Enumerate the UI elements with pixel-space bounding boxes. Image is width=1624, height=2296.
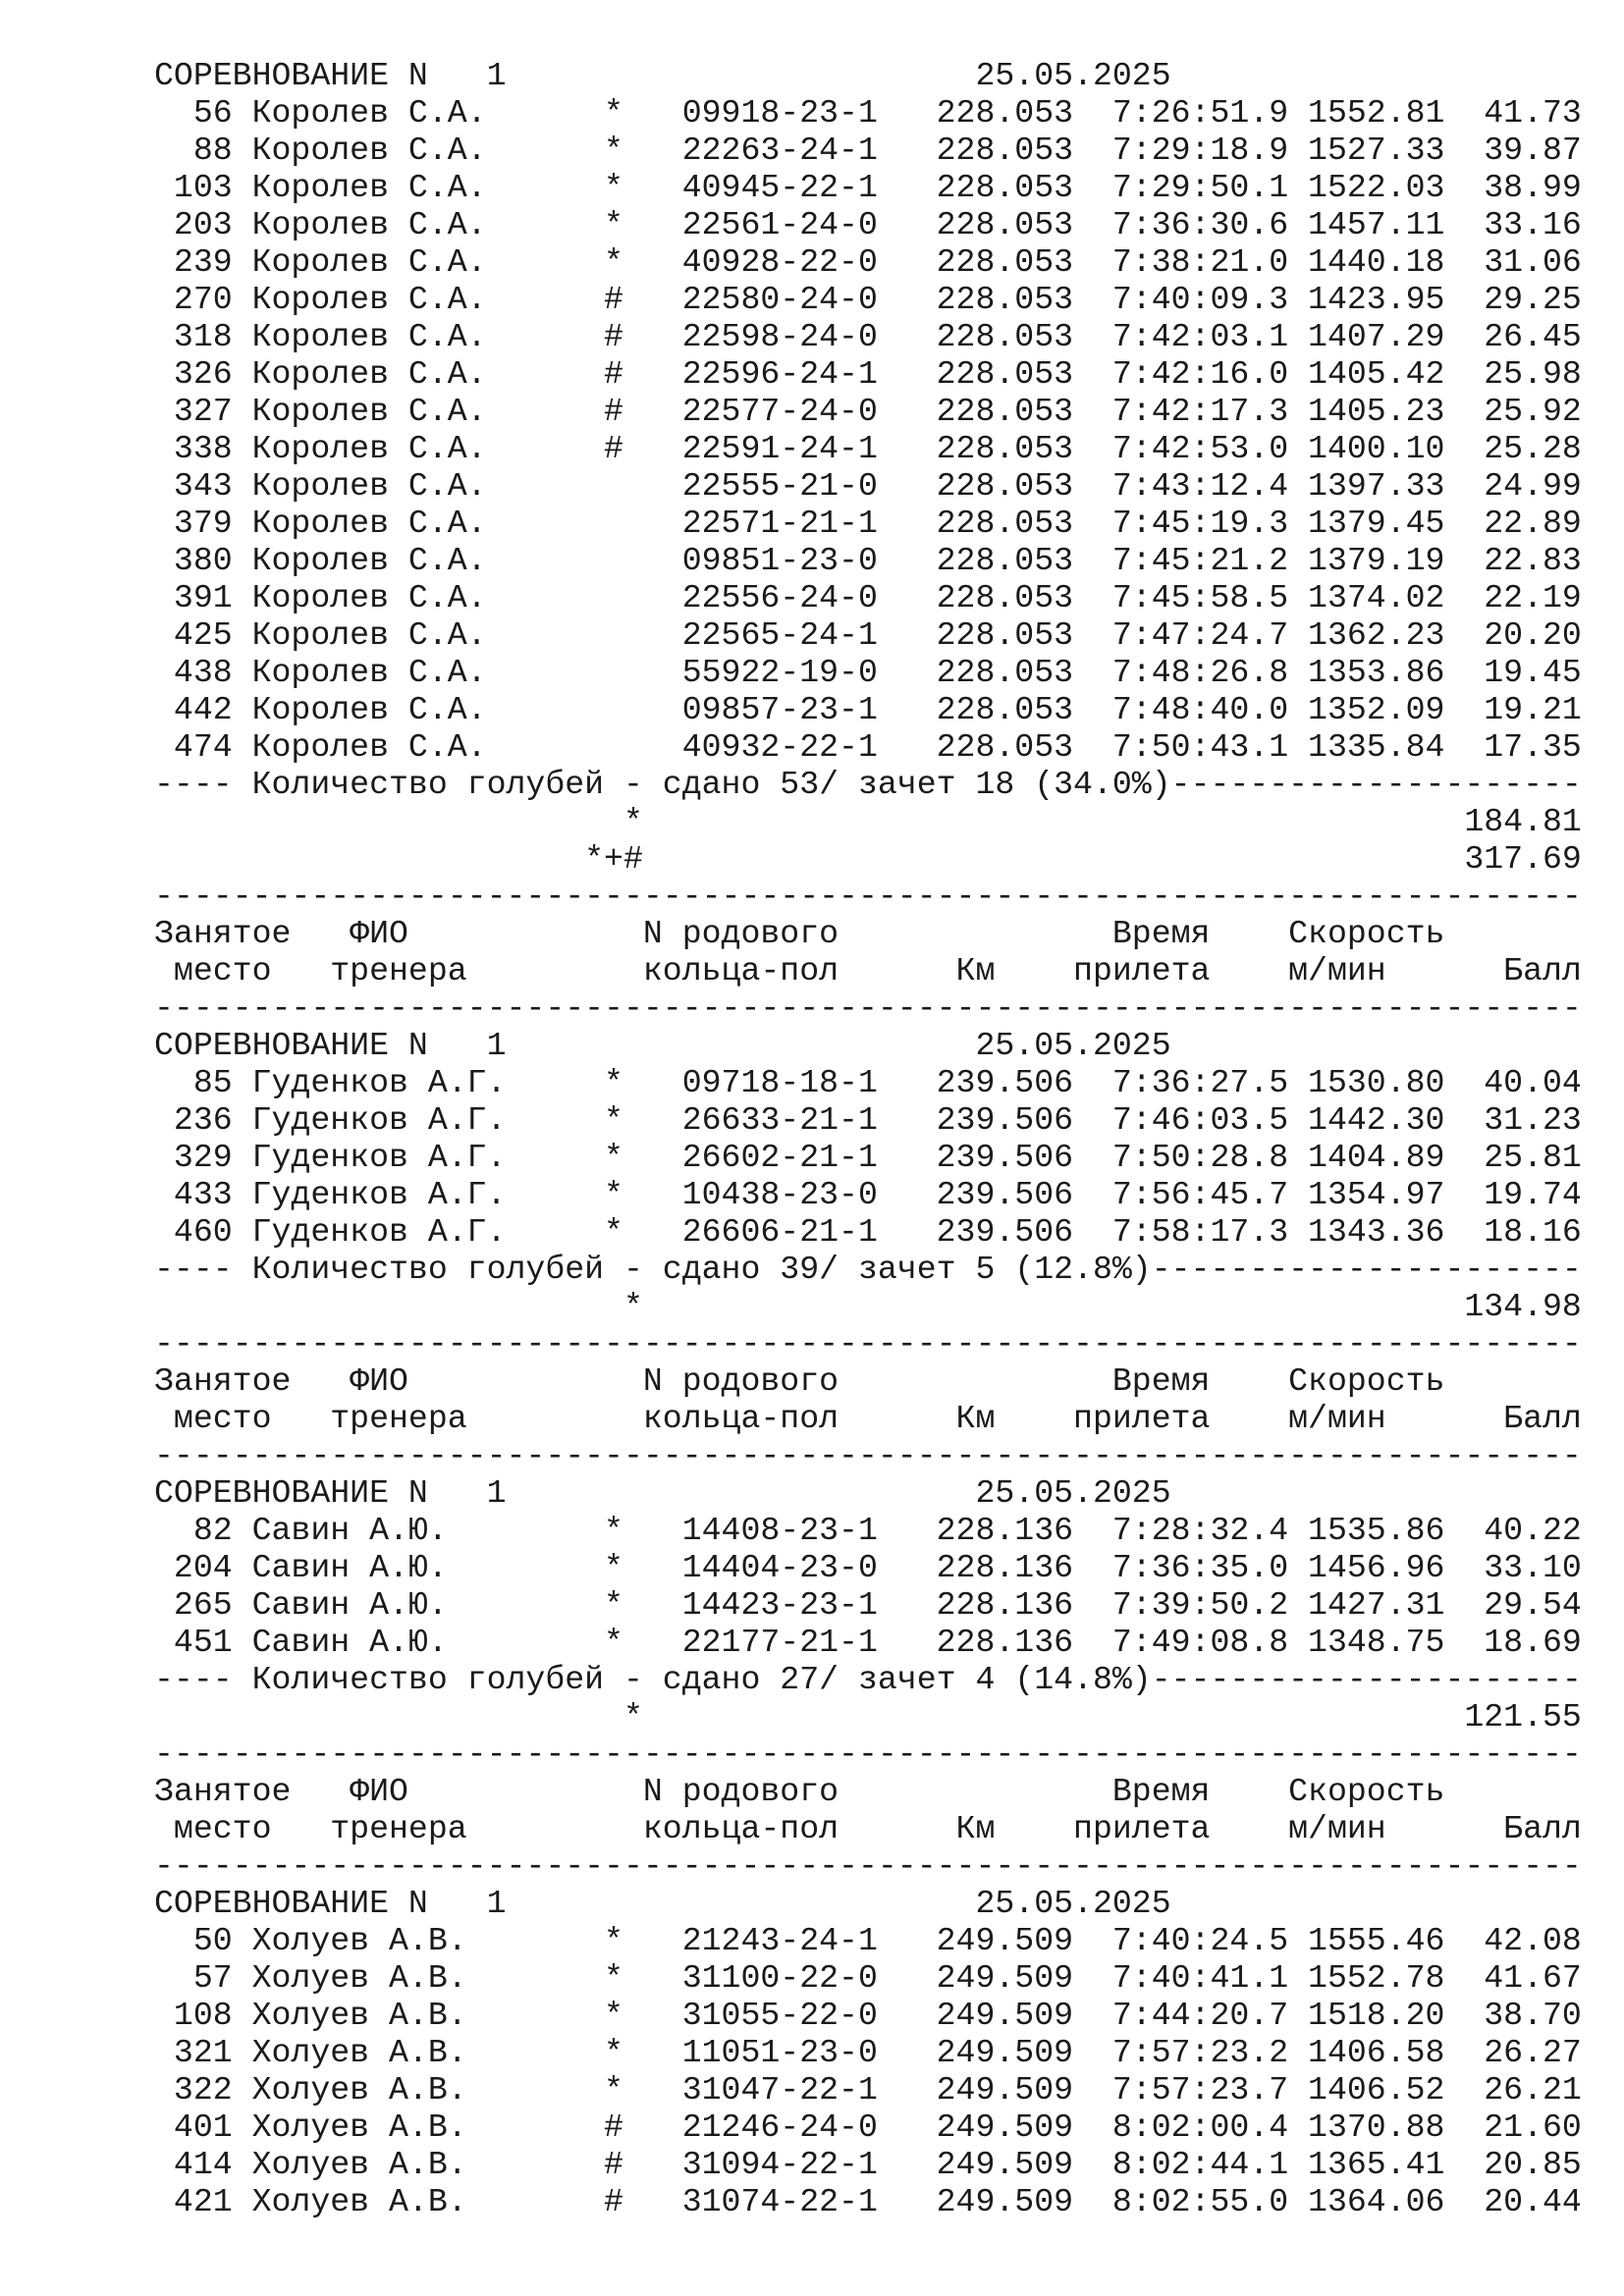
result-row: 85 Гуденков А.Г. * 09718-18-1 239.506 7:36:27.5 1530.80 40.04: [154, 1064, 1582, 1101]
summary-line: ---- Количество голубей - сдано 53/ зачет 18 (34.0%)---------------------: [154, 766, 1582, 803]
competition-title: СОРЕВНОВАНИЕ N 1 25.05.2025: [154, 57, 1171, 94]
result-row: 203 Королев С.А. * 22561-24-0 228.053 7:36:30.6 1457.11 33.16: [154, 206, 1582, 243]
result-row: 414 Холуев А.В. # 31094-22-1 249.509 8:02:44.1 1365.41 20.85: [154, 2146, 1582, 2183]
result-row: 451 Савин А.Ю. * 22177-21-1 228.136 7:49:08.8 1348.75 18.69: [154, 1624, 1582, 1661]
column-header-line-1: Занятое ФИО N родового Время Скорость: [154, 915, 1445, 952]
result-row: 380 Королев С.А. 09851-23-0 228.053 7:45:21.2 1379.19 22.83: [154, 542, 1582, 579]
total-line: *+# 317.69: [154, 840, 1582, 878]
result-row: 442 Королев С.А. 09857-23-1 228.053 7:48:40.0 1352.09 19.21: [154, 691, 1582, 728]
result-row: 56 Королев С.А. * 09918-23-1 228.053 7:26:51.9 1552.81 41.73: [154, 94, 1582, 132]
result-row: 108 Холуев А.В. * 31055-22-0 249.509 7:44:20.7 1518.20 38.70: [154, 1997, 1582, 2034]
result-row: 438 Королев С.А. 55922-19-0 228.053 7:48:26.8 1353.86 19.45: [154, 654, 1582, 691]
column-header-line-1: Занятое ФИО N родового Время Скорость: [154, 1773, 1445, 1810]
divider: -------------------------------------------------------------------------: [154, 878, 1582, 915]
competition-title: СОРЕВНОВАНИЕ N 1 25.05.2025: [154, 1027, 1171, 1064]
result-row: 338 Королев С.А. # 22591-24-1 228.053 7:42:53.0 1400.10 25.28: [154, 430, 1582, 467]
total-line: * 121.55: [154, 1698, 1582, 1735]
column-header-line-1: Занятое ФИО N родового Время Скорость: [154, 1362, 1445, 1400]
result-row: 460 Гуденков А.Г. * 26606-21-1 239.506 7:58:17.3 1343.36 18.16: [154, 1213, 1582, 1251]
result-row: 50 Холуев А.В. * 21243-24-1 249.509 7:40:24.5 1555.46 42.08: [154, 1922, 1582, 1959]
summary-line: ---- Количество голубей - сдано 27/ зачет 4 (14.8%)----------------------: [154, 1661, 1582, 1698]
result-row: 88 Королев С.А. * 22263-24-1 228.053 7:29:18.9 1527.33 39.87: [154, 132, 1582, 169]
total-line: * 134.98: [154, 1288, 1582, 1325]
result-row: 204 Савин А.Ю. * 14404-23-0 228.136 7:36:35.0 1456.96 33.10: [154, 1549, 1582, 1586]
competition-title: СОРЕВНОВАНИЕ N 1 25.05.2025: [154, 1885, 1171, 1922]
result-row: 433 Гуденков А.Г. * 10438-23-0 239.506 7:56:45.7 1354.97 19.74: [154, 1176, 1582, 1213]
column-header-line-2: место тренера кольца-пол Км прилета м/мин Балл: [154, 1400, 1582, 1437]
result-row: 425 Королев С.А. 22565-24-1 228.053 7:47:24.7 1362.23 20.20: [154, 616, 1582, 654]
result-row: 343 Королев С.А. 22555-21-0 228.053 7:43:12.4 1397.33 24.99: [154, 467, 1582, 505]
result-row: 82 Савин А.Ю. * 14408-23-1 228.136 7:28:32.4 1535.86 40.22: [154, 1512, 1582, 1549]
result-row: 322 Холуев А.В. * 31047-22-1 249.509 7:57:23.7 1406.52 26.21: [154, 2071, 1582, 2109]
result-row: 474 Королев С.А. 40932-22-1 228.053 7:50:43.1 1335.84 17.35: [154, 728, 1582, 766]
result-row: 379 Королев С.А. 22571-21-1 228.053 7:45:19.3 1379.45 22.89: [154, 505, 1582, 542]
divider: -------------------------------------------------------------------------: [154, 989, 1582, 1027]
divider: -------------------------------------------------------------------------: [154, 1847, 1582, 1885]
result-row: 236 Гуденков А.Г. * 26633-21-1 239.506 7:46:03.5 1442.30 31.23: [154, 1101, 1582, 1139]
summary-line: ---- Количество голубей - сдано 39/ зачет 5 (12.8%)----------------------: [154, 1251, 1582, 1288]
divider: -------------------------------------------------------------------------: [154, 1735, 1582, 1773]
result-row: 401 Холуев А.В. # 21246-24-0 249.509 8:02:00.4 1370.88 21.60: [154, 2109, 1582, 2146]
total-line: * 184.81: [154, 803, 1582, 840]
result-row: 421 Холуев А.В. # 31074-22-1 249.509 8:02:55.0 1364.06 20.44: [154, 2183, 1582, 2220]
result-row: 57 Холуев А.В. * 31100-22-0 249.509 7:40:41.1 1552.78 41.67: [154, 1959, 1582, 1997]
result-row: 391 Королев С.А. 22556-24-0 228.053 7:45:58.5 1374.02 22.19: [154, 579, 1582, 616]
result-row: 321 Холуев А.В. * 11051-23-0 249.509 7:57:23.2 1406.58 26.27: [154, 2034, 1582, 2071]
result-row: 329 Гуденков А.Г. * 26602-21-1 239.506 7:50:28.8 1404.89 25.81: [154, 1139, 1582, 1176]
column-header-line-2: место тренера кольца-пол Км прилета м/мин Балл: [154, 952, 1582, 989]
divider: -------------------------------------------------------------------------: [154, 1437, 1582, 1474]
divider: -------------------------------------------------------------------------: [154, 1325, 1582, 1362]
result-row: 318 Королев С.А. # 22598-24-0 228.053 7:42:03.1 1407.29 26.45: [154, 318, 1582, 355]
result-row: 327 Королев С.А. # 22577-24-0 228.053 7:42:17.3 1405.23 25.92: [154, 393, 1582, 430]
result-row: 103 Королев С.А. * 40945-22-1 228.053 7:29:50.1 1522.03 38.99: [154, 169, 1582, 206]
results-report: [154, 57, 1588, 2220]
result-row: 270 Королев С.А. # 22580-24-0 228.053 7:40:09.3 1423.95 29.25: [154, 281, 1582, 318]
result-row: 265 Савин А.Ю. * 14423-23-1 228.136 7:39:50.2 1427.31 29.54: [154, 1586, 1582, 1624]
result-row: 326 Королев С.А. # 22596-24-1 228.053 7:42:16.0 1405.42 25.98: [154, 355, 1582, 393]
competition-title: СОРЕВНОВАНИЕ N 1 25.05.2025: [154, 1474, 1171, 1512]
column-header-line-2: место тренера кольца-пол Км прилета м/мин Балл: [154, 1810, 1582, 1847]
result-row: 239 Королев С.А. * 40928-22-0 228.053 7:38:21.0 1440.18 31.06: [154, 243, 1582, 281]
